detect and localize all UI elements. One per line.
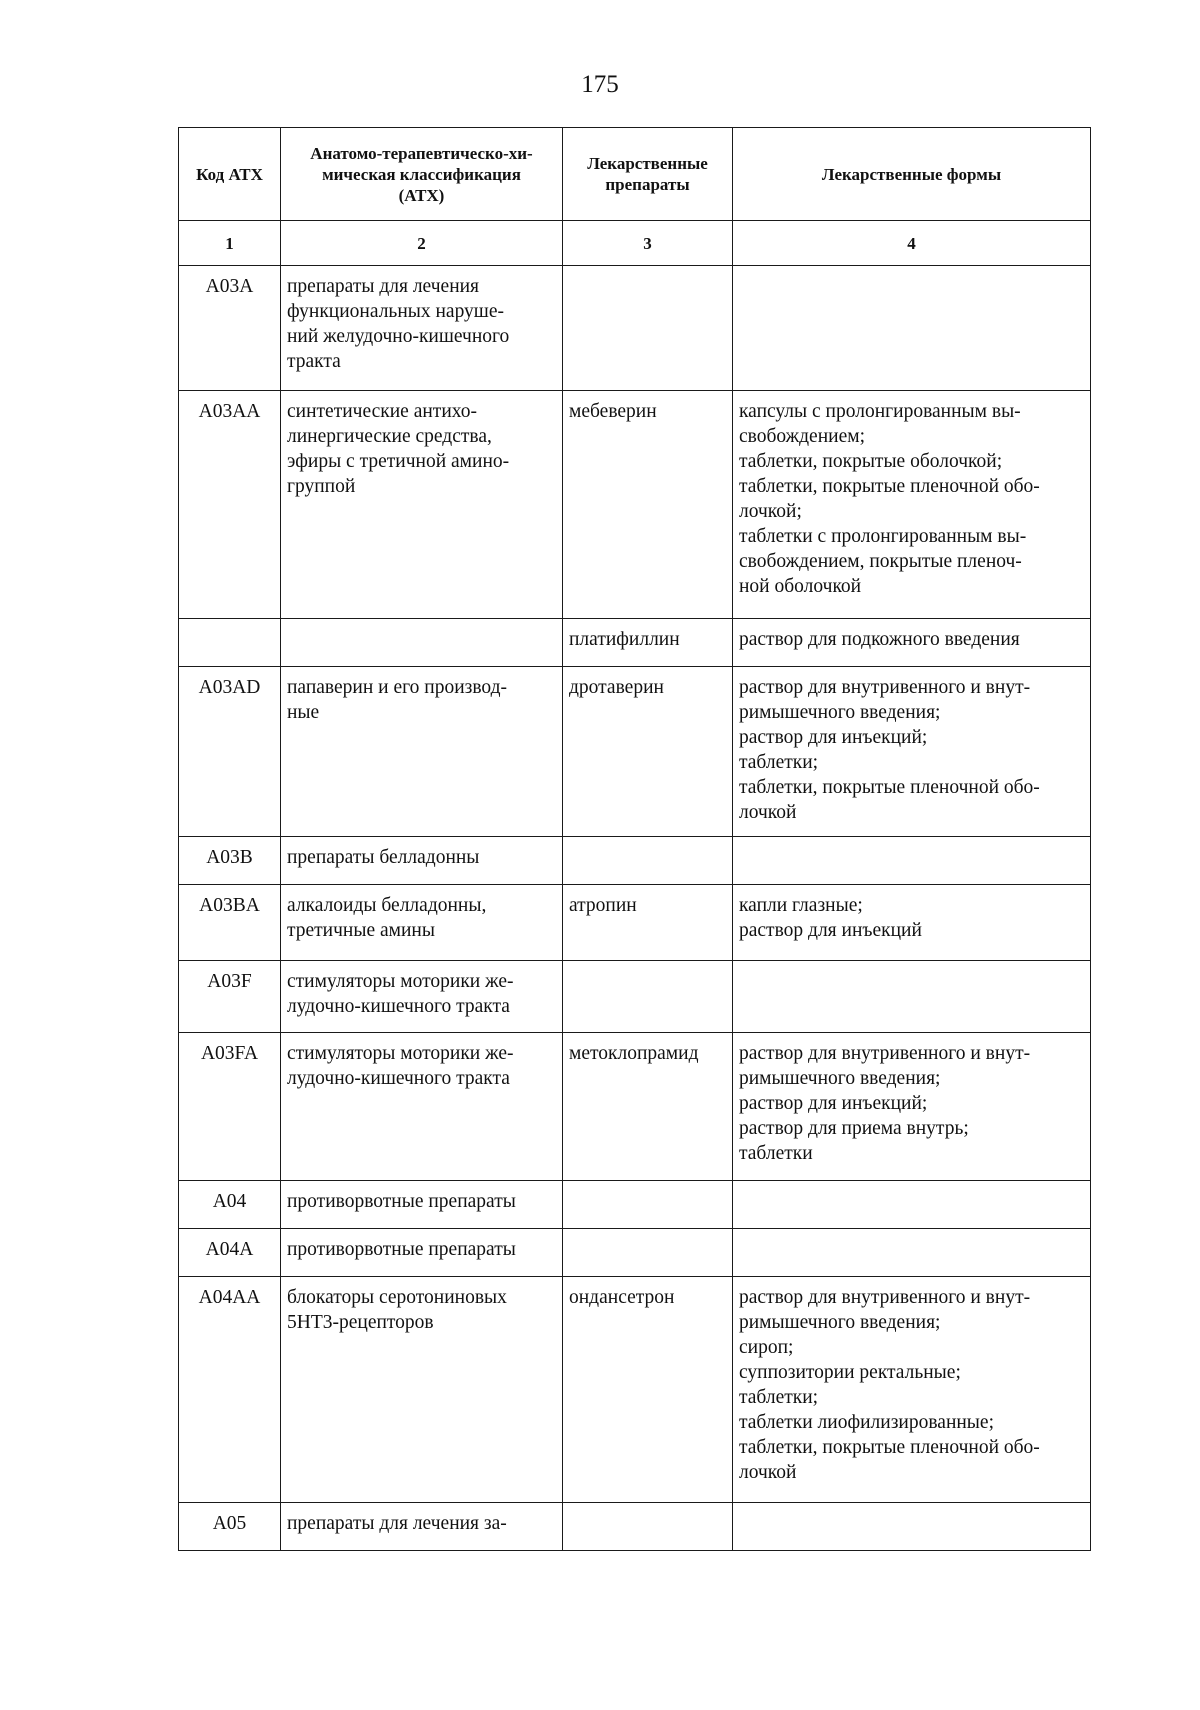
dosage-form-line: таблетки, покрытые пленочной обо-: [739, 476, 1040, 497]
header-code: Код АТХ: [179, 128, 281, 221]
dosage-form-line: римышечного введения;: [739, 702, 941, 723]
dosage-forms-cell: [733, 837, 1091, 885]
dosage-forms-cell: [733, 1503, 1091, 1551]
table-row: [179, 1277, 1091, 1503]
classification-cell: [281, 961, 563, 1033]
classification-line: лудочно-кишечного тракта: [287, 1068, 510, 1089]
dosage-forms-cell: [733, 1033, 1091, 1181]
classification-cell: [281, 391, 563, 619]
dosage-form-line: лочкой;: [739, 501, 802, 522]
classification-line: препараты белладонны: [287, 847, 480, 868]
drug-cell: мебеверин: [563, 391, 733, 619]
classification-line: функциональных наруше-: [287, 301, 504, 322]
dosage-form-line: лочкой: [739, 802, 797, 823]
dosage-forms-cell: [733, 391, 1091, 619]
classification-cell: [281, 1229, 563, 1277]
dosage-form-line: римышечного введения;: [739, 1068, 941, 1089]
classification-line: блокаторы серотониновых: [287, 1287, 507, 1308]
drug-cell: дротаверин: [563, 667, 733, 837]
table-row: [179, 619, 1091, 667]
dosage-forms-cell: [733, 885, 1091, 961]
atc-code-cell: A03B: [179, 837, 281, 885]
classification-line: стимуляторы моторики же-: [287, 971, 514, 992]
drug-cell: [563, 837, 733, 885]
column-number: 2: [281, 221, 563, 266]
classification-line: тракта: [287, 351, 341, 372]
dosage-form-line: раствор для внутривенного и внут-: [739, 1043, 1031, 1064]
classification-line: группой: [287, 476, 356, 497]
classification-line: папаверин и его производ-: [287, 677, 508, 698]
classification-line: синтетические антихо-: [287, 401, 478, 422]
atc-table: [178, 127, 1091, 1551]
drug-cell: [563, 1229, 733, 1277]
dosage-forms-cell: [733, 1181, 1091, 1229]
table-row: [179, 391, 1091, 619]
dosage-form-line: таблетки, покрытые оболочкой;: [739, 451, 1003, 472]
classification-cell: [281, 1033, 563, 1181]
table-row: [179, 1033, 1091, 1181]
table-header: [179, 128, 1091, 266]
dosage-form-line: капли глазные;: [739, 895, 863, 916]
dosage-form-line: капсулы с пролонгированным вы-: [739, 401, 1021, 422]
drug-cell: ондансетрон: [563, 1277, 733, 1503]
dosage-form-line: раствор для инъекций: [739, 920, 922, 941]
atc-code-cell: A04A: [179, 1229, 281, 1277]
dosage-form-line: таблетки с пролонгированным вы-: [739, 526, 1027, 547]
dosage-form-line: сироп;: [739, 1337, 794, 1358]
dosage-form-line: раствор для внутривенного и внут-: [739, 1287, 1031, 1308]
table-body: [179, 266, 1091, 1551]
classification-line: ний желудочно-кишечного: [287, 326, 510, 347]
atc-code-cell: A04: [179, 1181, 281, 1229]
page-number: 175: [581, 71, 619, 98]
header-classification-line: мическая классификация: [322, 164, 521, 184]
dosage-form-line: раствор для инъекций;: [739, 727, 928, 748]
dosage-form-line: суппозитории ректальные;: [739, 1362, 961, 1383]
table-row: [179, 837, 1091, 885]
drug-cell: метоклопрамид: [563, 1033, 733, 1181]
classification-cell: [281, 266, 563, 391]
classification-cell: [281, 1181, 563, 1229]
atc-code-cell: A03AD: [179, 667, 281, 837]
dosage-form-line: таблетки: [739, 1143, 813, 1164]
classification-line: лудочно-кишечного тракта: [287, 996, 510, 1017]
header-forms: Лекарственные формы: [733, 128, 1091, 221]
drug-cell: [563, 1181, 733, 1229]
atc-code-cell: A03FA: [179, 1033, 281, 1181]
classification-cell: [281, 667, 563, 837]
dosage-forms-cell: [733, 1277, 1091, 1503]
drug-cell: платифиллин: [563, 619, 733, 667]
drug-cell: атропин: [563, 885, 733, 961]
classification-line: ные: [287, 702, 320, 723]
atc-code-cell: A03AA: [179, 391, 281, 619]
header-classification-line: (АТХ): [398, 185, 445, 205]
table-row: [179, 266, 1091, 391]
atc-code-cell: [179, 619, 281, 667]
classification-line: препараты для лечения: [287, 276, 480, 297]
header-row: [179, 128, 1091, 221]
column-number: 3: [563, 221, 733, 266]
dosage-form-line: свобождением;: [739, 426, 865, 447]
dosage-form-line: раствор для подкожного введения: [739, 629, 1020, 650]
classification-cell: [281, 619, 563, 667]
classification-line: линергические средства,: [287, 426, 492, 447]
dosage-form-line: лочкой: [739, 1462, 797, 1483]
classification-cell: [281, 837, 563, 885]
drug-cell: [563, 266, 733, 391]
header-drugs: [563, 128, 733, 221]
dosage-form-line: таблетки, покрытые пленочной обо-: [739, 777, 1040, 798]
drug-cell: [563, 961, 733, 1033]
dosage-forms-cell: [733, 667, 1091, 837]
classification-line: препараты для лечения за-: [287, 1513, 507, 1534]
classification-cell: [281, 1503, 563, 1551]
dosage-form-line: таблетки;: [739, 1387, 819, 1408]
classification-line: эфиры с третичной амино-: [287, 451, 510, 472]
classification-line: стимуляторы моторики же-: [287, 1043, 514, 1064]
dosage-form-line: таблетки, покрытые пленочной обо-: [739, 1437, 1040, 1458]
dosage-form-line: римышечного введения;: [739, 1312, 941, 1333]
classification-line: противорвотные препараты: [287, 1191, 516, 1212]
column-number-row: [179, 221, 1091, 266]
dosage-form-line: таблетки;: [739, 752, 819, 773]
header-classification-line: Анатомо-терапевтическо-хи-: [310, 143, 533, 163]
drug-cell: [563, 1503, 733, 1551]
atc-code-cell: A05: [179, 1503, 281, 1551]
classification-line: противорвотные препараты: [287, 1239, 516, 1260]
dosage-form-line: раствор для внутривенного и внут-: [739, 677, 1031, 698]
classification-line: 5HT3-рецепторов: [287, 1312, 434, 1333]
classification-line: алкалоиды белладонны,: [287, 895, 487, 916]
dosage-form-line: раствор для приема внутрь;: [739, 1118, 969, 1139]
dosage-forms-cell: [733, 961, 1091, 1033]
table-row: [179, 1503, 1091, 1551]
dosage-form-line: свобождением, покрытые пленоч-: [739, 551, 1022, 572]
table-row: [179, 1181, 1091, 1229]
header-classification: [281, 128, 563, 221]
atc-code-cell: A03A: [179, 266, 281, 391]
dosage-form-line: раствор для инъекций;: [739, 1093, 928, 1114]
table-row: [179, 885, 1091, 961]
table-row: [179, 667, 1091, 837]
dosage-forms-cell: [733, 1229, 1091, 1277]
atc-code-cell: A04AA: [179, 1277, 281, 1503]
dosage-forms-cell: [733, 619, 1091, 667]
classification-cell: [281, 885, 563, 961]
atc-code-cell: A03BA: [179, 885, 281, 961]
dosage-form-line: ной оболочкой: [739, 576, 862, 597]
table-row: [179, 961, 1091, 1033]
column-number: 4: [733, 221, 1091, 266]
header-drugs-line: препараты: [605, 175, 690, 194]
header-drugs-line: Лекарственные: [587, 154, 708, 173]
classification-line: третичные амины: [287, 920, 435, 941]
table-row: [179, 1229, 1091, 1277]
dosage-forms-cell: [733, 266, 1091, 391]
dosage-form-line: таблетки лиофилизированные;: [739, 1412, 994, 1433]
atc-code-cell: A03F: [179, 961, 281, 1033]
classification-cell: [281, 1277, 563, 1503]
column-number: 1: [179, 221, 281, 266]
